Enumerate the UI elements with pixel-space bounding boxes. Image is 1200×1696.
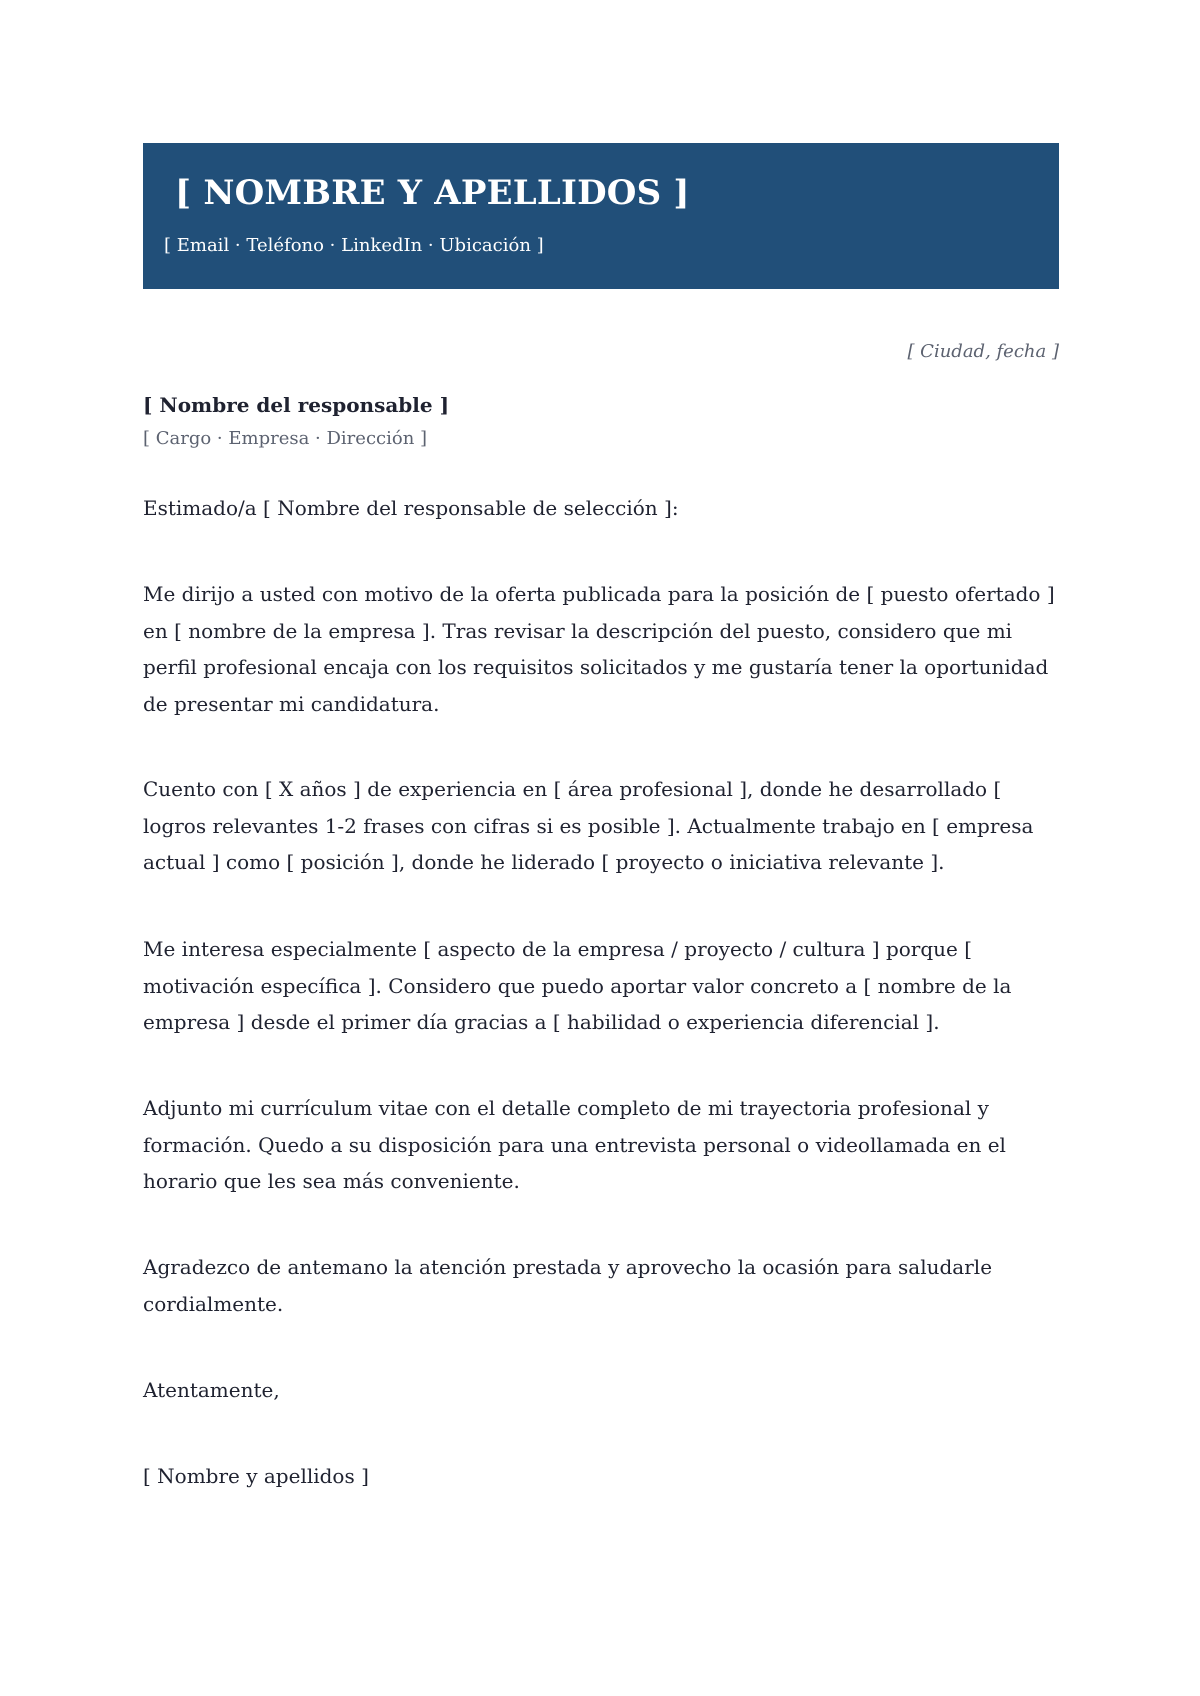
cover-letter-page (143, 143, 1059, 1488)
salutation: Estimado/a [ Nombre del responsable de selección ]: (143, 496, 679, 520)
body-paragraph-motivation (143, 931, 1059, 1041)
paragraph-text: Me interesa especialmente [ aspecto de la empresa / proyecto / cultura ] porque [ motivación específica ]. Considero que puedo aportar valor concreto a [ nombre de la empresa ] desde el primer día gracias a [ habilidad o experiencia diferencial ]. (143, 937, 1012, 1034)
paragraph-text: Cuento con [ X años ] de experiencia en [ área profesional ], donde he desarrollado [ logros relevantes 1-2 frases con cifras si es posible ]. Actualmente trabajo en [ empresa actual ] como [ posición ], donde he liderado [ proyecto o iniciativa relevante ]. (143, 777, 1034, 874)
applicant-contact-info: [ Email · Teléfono · LinkedIn · Ubicación ] (164, 235, 544, 256)
body-paragraph-intro (143, 576, 1059, 722)
paragraph-text: Adjunto mi currículum vitae con el detalle completo de mi trayectoria profesional y formación. Quedo a su disposición para una entrevista personal o videollamada en el horario que les sea más conveniente. (143, 1096, 1006, 1193)
closing-phrase: Atentamente, (143, 1378, 280, 1402)
recipient-name: [ Nombre del responsable ] (143, 393, 450, 417)
city-date-line: [ Ciudad, fecha ] (907, 341, 1059, 362)
signature-name: [ Nombre y apellidos ] (143, 1464, 369, 1488)
paragraph-text: Agradezco de antemano la atención prestada y aprovecho la ocasión para saludarle cordialmente. (143, 1255, 993, 1316)
body-paragraph-thanks (143, 1249, 1059, 1322)
body-paragraph-experience (143, 771, 1059, 881)
header-band (143, 143, 1059, 289)
paragraph-text: Me dirijo a usted con motivo de la oferta publicada para la posición de [ puesto ofertado ] en [ nombre de la empresa ]. Tras revisar la descripción del puesto, considero que mi perfil profesional encaja con los requisitos solicitados y me gustaría tener la oportunidad de presentar mi candidatura. (143, 582, 1055, 716)
applicant-name: [ NOMBRE Y APELLIDOS ] (175, 173, 690, 213)
recipient-details: [ Cargo · Empresa · Dirección ] (143, 428, 428, 449)
body-paragraph-attachment (143, 1090, 1059, 1200)
